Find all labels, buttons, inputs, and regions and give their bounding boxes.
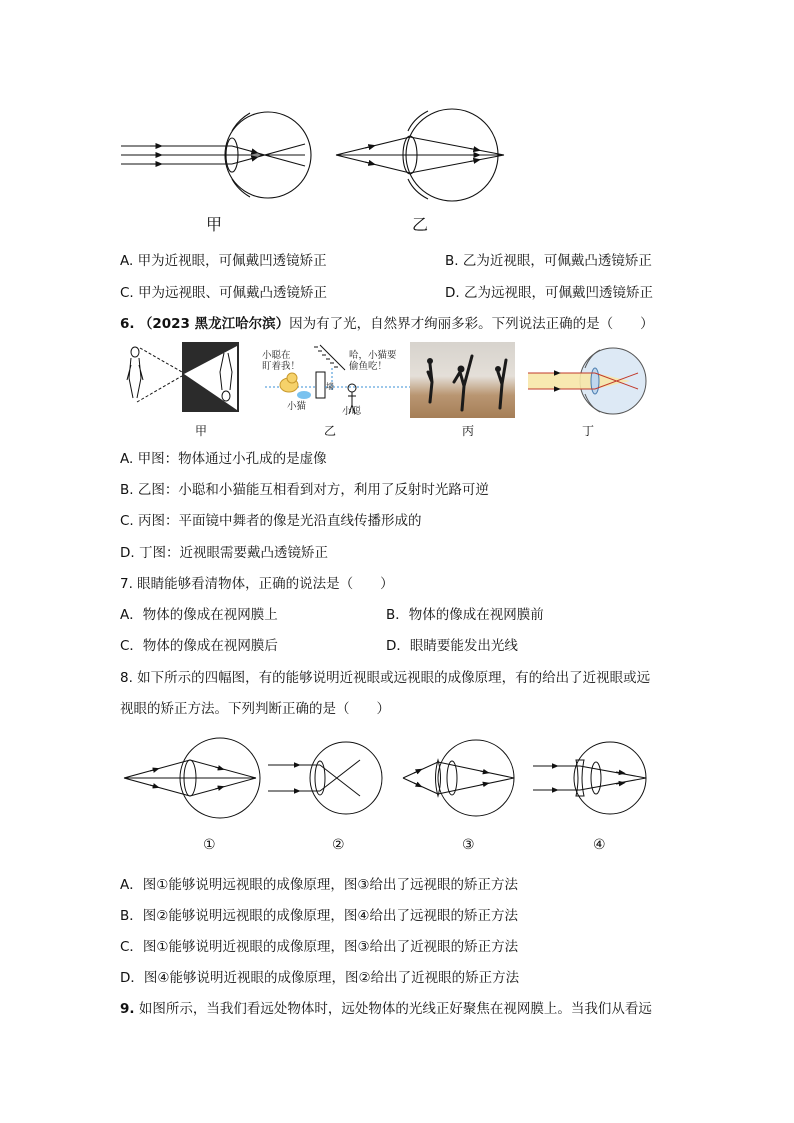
q6-boy-label: 小聪 bbox=[342, 406, 362, 417]
q8-diagram-4 bbox=[533, 742, 646, 814]
q8-diagram-3 bbox=[403, 740, 514, 816]
q7-stem: 7. 眼睛能够看清物体，正确的说法是（ ） bbox=[120, 576, 394, 592]
q6-bubble-cat-line1: 小聪在 bbox=[262, 350, 291, 361]
q6-option-d[interactable]: D. 丁图：近视眼需要戴凸透镜矫正 bbox=[120, 545, 328, 561]
q6-fig-label-jia: 甲 bbox=[195, 424, 208, 438]
q6-bubble-boy-line2: 偷鱼吃！ bbox=[349, 361, 388, 372]
q8-diagram-2 bbox=[268, 742, 382, 814]
q8-option-b[interactable]: B．图②能够说明远视眼的成像原理，图④给出了远视眼的矫正方法 bbox=[120, 908, 518, 924]
q6-option-c[interactable]: C. 丙图：平面镜中舞者的像是光沿直线传播形成的 bbox=[120, 513, 422, 529]
q8-option-a[interactable]: A．图①能够说明远视眼的成像原理，图③给出了远视眼的矫正方法 bbox=[120, 877, 518, 893]
q6-bubble-boy-line1: 哈，小猫要 bbox=[349, 350, 397, 361]
q7-option-d[interactable]: D．眼睛要能发出光线 bbox=[386, 638, 518, 654]
q8-stem-line1: 8. 如下所示的四幅图，有的能够说明近视眼或远视眼的成像原理，有的给出了近视眼或远 bbox=[120, 670, 651, 686]
q6-wall-label: 墙 bbox=[326, 382, 334, 391]
q8-option-d[interactable]: D．图④能够说明近视眼的成像原理，图②给出了近视眼的矫正方法 bbox=[120, 970, 520, 986]
q8-fig-label-1: ① bbox=[203, 837, 216, 853]
q8-option-c[interactable]: C．图①能够说明近视眼的成像原理，图③给出了近视眼的矫正方法 bbox=[120, 939, 519, 955]
q5-option-d[interactable]: D. 乙为远视眼，可佩戴凹透镜矫正 bbox=[445, 285, 653, 301]
q7-option-b[interactable]: B．物体的像成在视网膜前 bbox=[386, 607, 544, 623]
q6-source: （2023 黑龙江哈尔滨） bbox=[138, 316, 290, 332]
q6-number: 6. bbox=[120, 316, 135, 332]
q8-fig-label-2: ② bbox=[332, 837, 345, 853]
q5-option-a[interactable]: A. 甲为近视眼，可佩戴凹透镜矫正 bbox=[120, 253, 327, 269]
q6-option-b[interactable]: B. 乙图：小聪和小猫能互相看到对方，利用了反射时光路可逆 bbox=[120, 482, 489, 498]
q6-fig-label-bing: 丙 bbox=[462, 424, 475, 438]
q9-number: 9. bbox=[120, 1001, 135, 1017]
q6-fig-label-ding: 丁 bbox=[582, 424, 595, 438]
q7-option-a[interactable]: A．物体的像成在视网膜上 bbox=[120, 607, 278, 623]
q5-option-c[interactable]: C. 甲为远视眼、可佩戴凸透镜矫正 bbox=[120, 285, 328, 301]
q6-option-a[interactable]: A. 甲图：物体通过小孔成的是虚像 bbox=[120, 451, 327, 467]
q6-fig-label-yi: 乙 bbox=[324, 424, 337, 438]
q6-cat-label: 小猫 bbox=[287, 401, 307, 412]
q8-diagram-1 bbox=[124, 738, 260, 818]
q5-fig-label-yi: 乙 bbox=[412, 215, 429, 234]
q8-stem-line2: 视眼的矫正方法。下列判断正确的是（ ） bbox=[120, 701, 390, 717]
q5-fig-label-jia: 甲 bbox=[206, 215, 223, 234]
q8-fig-label-4: ④ bbox=[593, 837, 606, 853]
q8-fig-label-3: ③ bbox=[462, 837, 475, 853]
q9-stem bbox=[120, 997, 652, 1017]
q5-option-b[interactable]: B. 乙为近视眼，可佩戴凸透镜矫正 bbox=[445, 253, 652, 269]
q6-bubble-cat-line2: 盯着我！ bbox=[262, 361, 301, 372]
q6-stem-text: 因为有了光，自然界才绚丽多彩。下列说法正确的是（ ） bbox=[289, 316, 654, 332]
q9-stem-text: 如图所示，当我们看远处物体时，远处物体的光线正好聚焦在视网膜上。当我们从看远 bbox=[138, 1001, 652, 1017]
q7-option-c[interactable]: C．物体的像成在视网膜后 bbox=[120, 638, 278, 654]
